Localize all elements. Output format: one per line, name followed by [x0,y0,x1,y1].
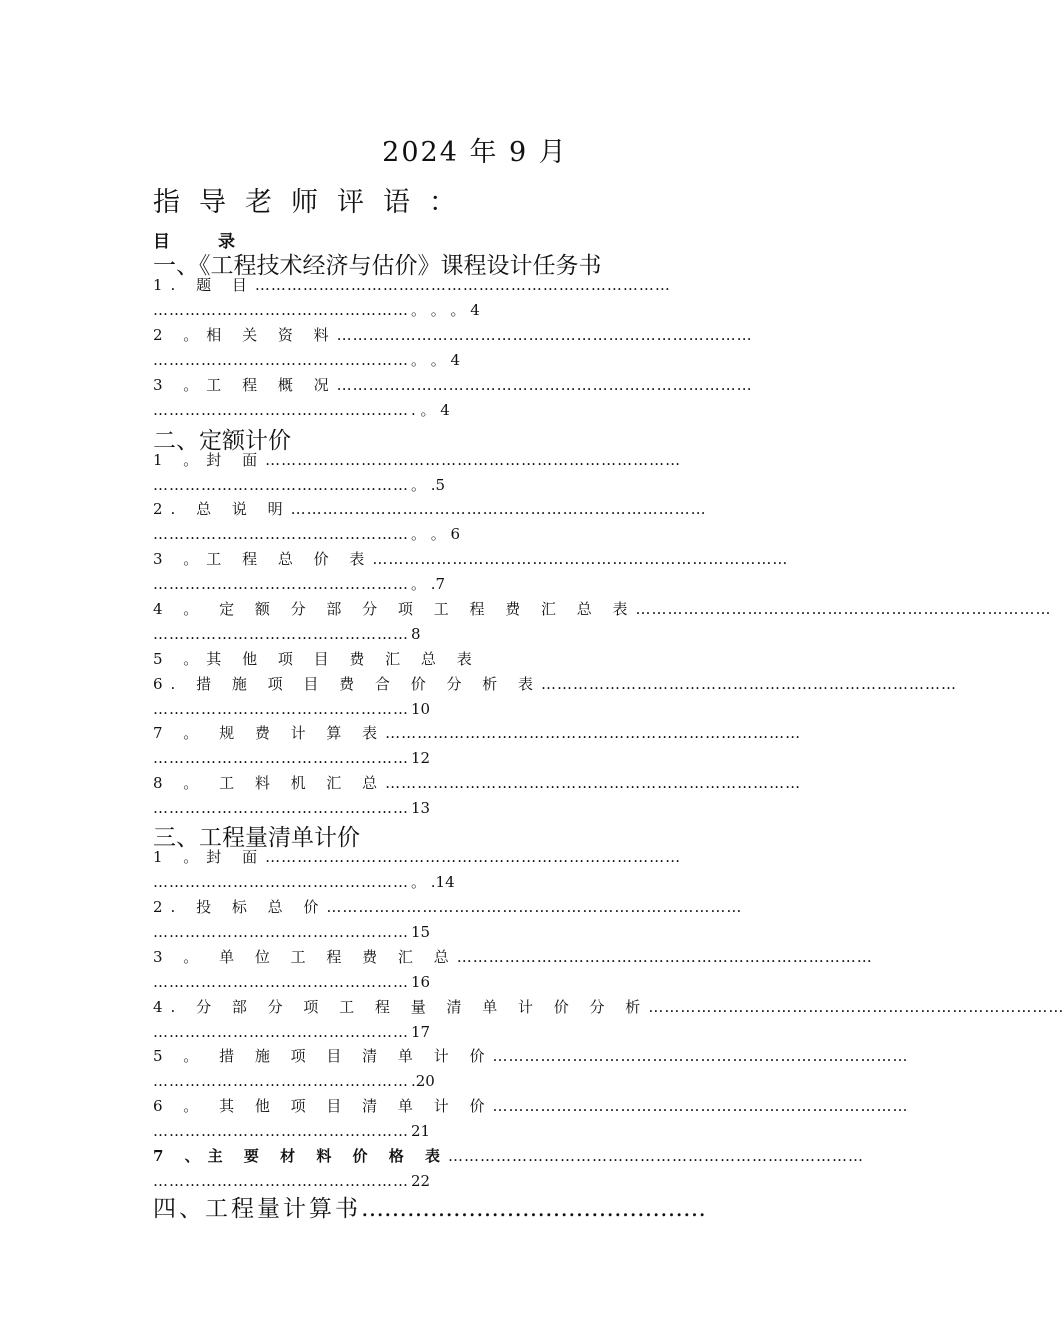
toc-entry[interactable] [153,721,802,771]
toc-entry-label: 7 。 规 费 计 算 表 [153,724,386,742]
toc-entry[interactable] [153,448,793,498]
toc-entry[interactable] [153,771,802,821]
toc-entry[interactable] [153,672,957,722]
toc-entry-label: 3 。工 程 总 价 表 [153,550,373,568]
leader-dots: …………………………………………………………………… [385,724,802,742]
toc-entry[interactable] [153,597,1052,647]
leader-dots: …………………………………………………………………… [336,376,753,394]
toc-entry-label: 1. 题 目 [153,276,255,294]
toc-page-number: 10 [411,700,431,718]
toc-entry-label: 1 。封 面 [153,848,266,866]
leader-dots: ………………………………………… [153,1122,409,1140]
leader-dots: …………………………………………………………………… [265,451,682,469]
toc-page-number: 。 .5 [411,476,446,494]
toc-page-number: 。 .7 [411,575,446,593]
leader-dots: …………………………………………………………………… [336,326,753,344]
toc-entry[interactable] [153,845,793,895]
toc-page-number: 。 。 4 [411,351,461,369]
leader-dots: ………………………………………… [153,799,409,817]
leader-dots: ……………………………………… [361,1196,706,1222]
leader-dots: ………………………………………… [153,700,409,718]
toc-entry-label: 6 。 其 他 项 目 清 单 计 价 [153,1097,493,1115]
toc-entry[interactable] [153,547,793,597]
leader-dots: …………………………………………………………………… [492,1097,909,1115]
leader-dots: ………………………………………… [153,575,409,593]
leader-dots: ………………………………………… [153,351,409,369]
leader-dots: ………………………………………… [153,1023,409,1041]
toc-entry[interactable] [153,373,793,423]
leader-dots: ………………………………………… [153,923,409,941]
toc-section-heading: 二、定额计价 [153,428,291,454]
advisor-comment-label: 指导老师评语： [153,187,475,218]
toc-page-number: 17 [411,1023,431,1041]
leader-dots: ………………………………………… [153,525,409,543]
leader-dots: …………………………………………………………………… [254,276,671,294]
leader-dots: ………………………………………… [153,1172,409,1190]
toc-page-number: 。 。 。 4 [411,301,480,319]
toc-entry-label: 5 。 措 施 项 目 清 单 计 价 [153,1047,493,1065]
toc-title: 目录 [153,232,283,252]
leader-dots: ………………………………………… [153,749,409,767]
toc-section-heading-final[interactable] [153,1190,706,1223]
leader-dots: …………………………………………………………………… [635,600,1052,618]
toc-page-number: 12 [411,749,431,767]
leader-dots: …………………………………………………………………… [456,948,873,966]
toc-entry[interactable] [153,1144,864,1194]
toc-page-number: 。 。 6 [411,525,461,543]
toc-entry-label: 5 。其 他 项 目 费 汇 总 表 [153,650,480,668]
toc-entry[interactable] [153,1094,909,1144]
leader-dots: ………………………………………… [153,625,409,643]
toc-entry[interactable] [153,273,793,323]
toc-entry-label: 3 。 单 位 工 程 费 汇 总 [153,948,457,966]
toc-page-number: 21 [411,1122,431,1140]
toc-entry-label: 2. 总 说 明 [153,500,291,518]
leader-dots: …………………………………………………………………… [385,774,802,792]
toc-section-heading: 三、工程量清单计价 [153,825,360,851]
leader-dots: …………………………………………………………………… [492,1047,909,1065]
toc-page-number: 15 [411,923,431,941]
leader-dots: ………………………………………… [153,873,409,891]
toc-section-heading: 四、工程量计算书 [153,1196,361,1222]
toc-entry-label: 8 。 工 料 机 汇 总 [153,774,386,792]
leader-dots: …………………………………………………………………… [290,500,707,518]
leader-dots: ………………………………………… [153,401,409,419]
toc-entry[interactable] [153,497,793,547]
toc-page-number: . 。 4 [411,401,450,419]
leader-dots: ………………………………………… [153,973,409,991]
toc-page-number: 22 [411,1172,431,1190]
toc-entry[interactable] [153,1044,909,1094]
leader-dots: …………………………………………………………………… [265,848,682,866]
leader-dots: …………………………………………………………………… [326,898,743,916]
date-line: 2024 年 9 月 [382,137,568,168]
toc-section-heading: 一、《工程技术经济与估价》课程设计任务书 [153,253,602,279]
toc-entry-label: 4 。 定 额 分 部 分 项 工 程 费 汇 总 表 [153,600,636,618]
leader-dots: ………………………………………… [153,301,409,319]
toc-entry-label: 2. 投 标 总 价 [153,898,327,916]
toc-entry-label: 6. 措 施 项 目 费 合 价 分 析 表 [153,675,541,693]
toc-page-number: 。 .14 [411,873,455,891]
toc-entry[interactable] [153,323,793,373]
toc-entry[interactable] [153,945,873,995]
toc-entry-label: 3 。工 程 概 况 [153,376,337,394]
leader-dots: ………………………………………… [153,1072,409,1090]
toc-entry[interactable] [153,647,793,672]
leader-dots: …………………………………………………………………… [372,550,789,568]
toc-page-number: 8 [411,625,421,643]
toc-page-number: .20 [411,1072,435,1090]
toc-page-number: 16 [411,973,431,991]
toc-entry-label: 2 。相 关 资 料 [153,326,337,344]
leader-dots: …………………………………………………………………… [648,998,1064,1016]
toc-entry-label: 7 、主 要 材 料 价 格 表 [153,1147,448,1165]
toc-page-number: 13 [411,799,431,817]
leader-dots: ………………………………………… [153,476,409,494]
toc-entry-label: 1 。封 面 [153,451,266,469]
toc-entry[interactable] [153,995,1064,1045]
leader-dots: …………………………………………………………………… [541,675,957,693]
toc-entry[interactable] [153,895,793,945]
leader-dots: …………………………………………………………………… [448,1147,864,1165]
toc-entry-label: 4. 分 部 分 项 工 程 量 清 单 计 价 分 析 [153,998,649,1016]
